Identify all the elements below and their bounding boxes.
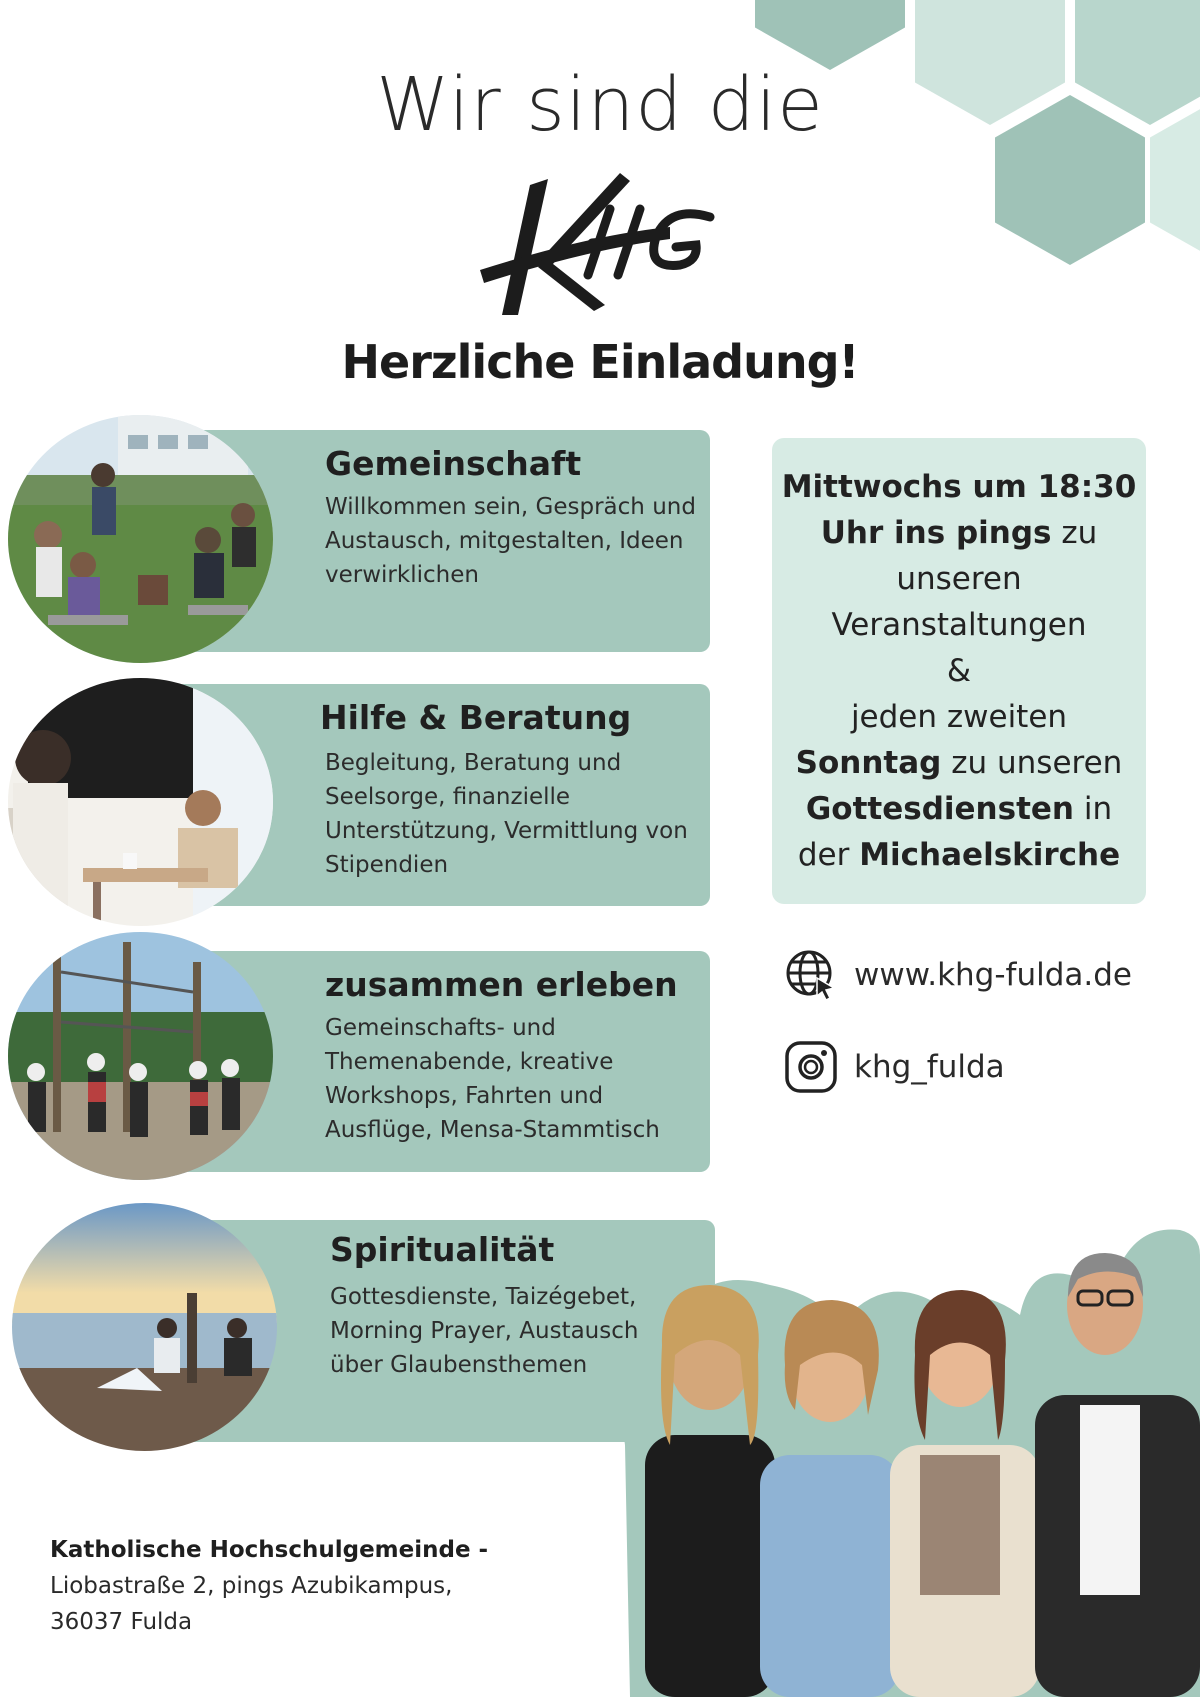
khg-logo [470, 165, 730, 315]
photo-counseling-conversation [8, 678, 273, 926]
info-text: in [1074, 791, 1113, 827]
instagram-link[interactable] [784, 1040, 1005, 1094]
website-url[interactable]: www.khg-fulda.de [854, 957, 1132, 993]
info-text: Sonntag [795, 745, 942, 781]
website-link[interactable] [784, 948, 1132, 1002]
info-text: zu unseren [941, 745, 1123, 781]
photo-climbing-park-group [8, 932, 273, 1180]
team-photo [600, 1205, 1200, 1697]
info-text: unseren [896, 561, 1022, 597]
section-text: Gemeinschafts- und Themenabende, kreative Workshops, Fahrten und Ausflüge, Mensa-Stammtisch [325, 1015, 660, 1143]
section-text: Willkommen sein, Gespräch und Austausch, mitgestalten, Ideen verwirklichen [325, 494, 696, 588]
instagram-handle[interactable]: khg_fulda [854, 1049, 1005, 1085]
address-block [50, 1532, 488, 1640]
event-info-box [772, 438, 1146, 904]
info-text: zu [1051, 515, 1098, 551]
organization-name: Katholische Hochschulgemeinde - [50, 1537, 489, 1563]
section-text: Gottesdienste, Taizégebet, Morning Prayer, Austausch über Glaubensthemen [330, 1284, 639, 1378]
address-street: Liobastraße 2, pings Azubikampus, [50, 1573, 453, 1599]
page-title: Wir sind die [376, 62, 824, 148]
photo-lake-pier-sunset [12, 1203, 277, 1451]
decor-hexagon [755, 0, 905, 70]
photo-group-sitting-outdoors [8, 415, 273, 663]
info-text: Veranstaltungen [831, 607, 1087, 643]
info-text: Michaelskirche [859, 837, 1121, 873]
info-text: Gottesdiensten [805, 791, 1074, 827]
info-text: & [946, 653, 972, 689]
instagram-icon [784, 1040, 838, 1094]
info-text: der [797, 837, 860, 873]
address-city: 36037 Fulda [50, 1609, 193, 1635]
section-title: zusammen erleben [325, 965, 678, 1004]
section-title: Spiritualität [330, 1230, 555, 1269]
section-title: Gemeinschaft [325, 444, 582, 483]
invitation-heading: Herzliche Einladung! [341, 335, 859, 389]
info-text: Mittwochs um 18:30 [781, 469, 1137, 505]
globe-cursor-icon [784, 948, 838, 1002]
section-title: Hilfe & Beratung [320, 698, 632, 737]
section-text: Begleitung, Beratung und Seelsorge, finanzielle Unterstützung, Vermittlung von Stipendien [325, 750, 688, 878]
info-text: Uhr ins pings [820, 515, 1052, 551]
info-text: jeden zweiten [850, 699, 1068, 735]
